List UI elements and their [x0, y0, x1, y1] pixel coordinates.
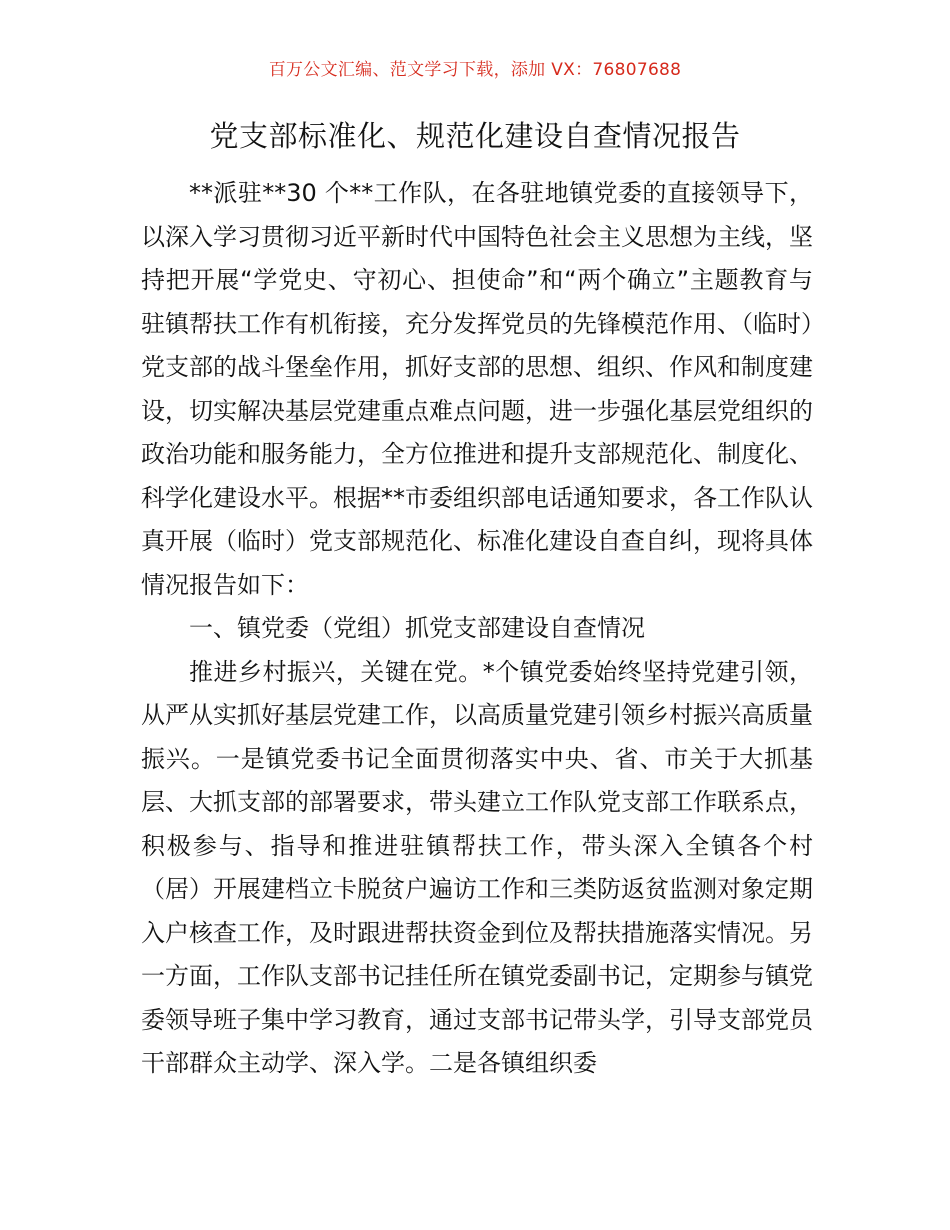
intro-paragraph: **派驻**30 个**工作队，在各驻地镇党委的直接领导下，以深入学习贯彻习近平新时代中国特色社会主义思想为主线，坚持把开展“学党史、守初心、担使命”和“两个确立”主题教育与驻镇帮扶工作有机衔接，充分发挥党员的先锋模范作用、（临时）党支部的战斗堡垒作用，抓好支部的思想、组织、作风和制度建设，切实解决基层党建重点难点问题，进一步强化基层党组织的政治功能和服务能力，全方位推进和提升支部规范化、制度化、科学化建设水平。根据**市委组织部电话通知要求，各工作队认真开展（临时）党支部规范化、标准化建设自查自纠，现将具体情况报告如下： [141, 179, 813, 599]
watermark-banner: 百万公文汇编、范文学习下载，添加 VX：76807688 [268, 60, 682, 80]
document-title: 党支部标准化、规范化建设自查情况报告 [209, 119, 741, 153]
section-heading: 一、镇党委（党组）抓党支部建设自查情况 [189, 614, 645, 642]
section-paragraph: 推进乡村振兴，关键在党。*个镇党委始终坚持党建引领，从严从实抓好基层党建工作，以高质量党建引领乡村振兴高质量振兴。一是镇党委书记全面贯彻落实中央、省、市关于大抓基层、大抓支部的部署要求，带头建立工作队党支部工作联系点，积极参与、指导和推进驻镇帮扶工作，带头深入全镇各个村（居）开展建档立卡脱贫户遍访工作和三类防返贫监测对象定期入户核查工作，及时跟进帮扶资金到位及帮扶措施落实情况。另一方面，工作队支部书记挂任所在镇党委副书记，定期参与镇党委领导班子集中学习教育，通过支部书记带头学，引导支部党员干部群众主动学、深入学。二是各镇组织委 [141, 657, 813, 1077]
document-body [141, 172, 813, 1086]
